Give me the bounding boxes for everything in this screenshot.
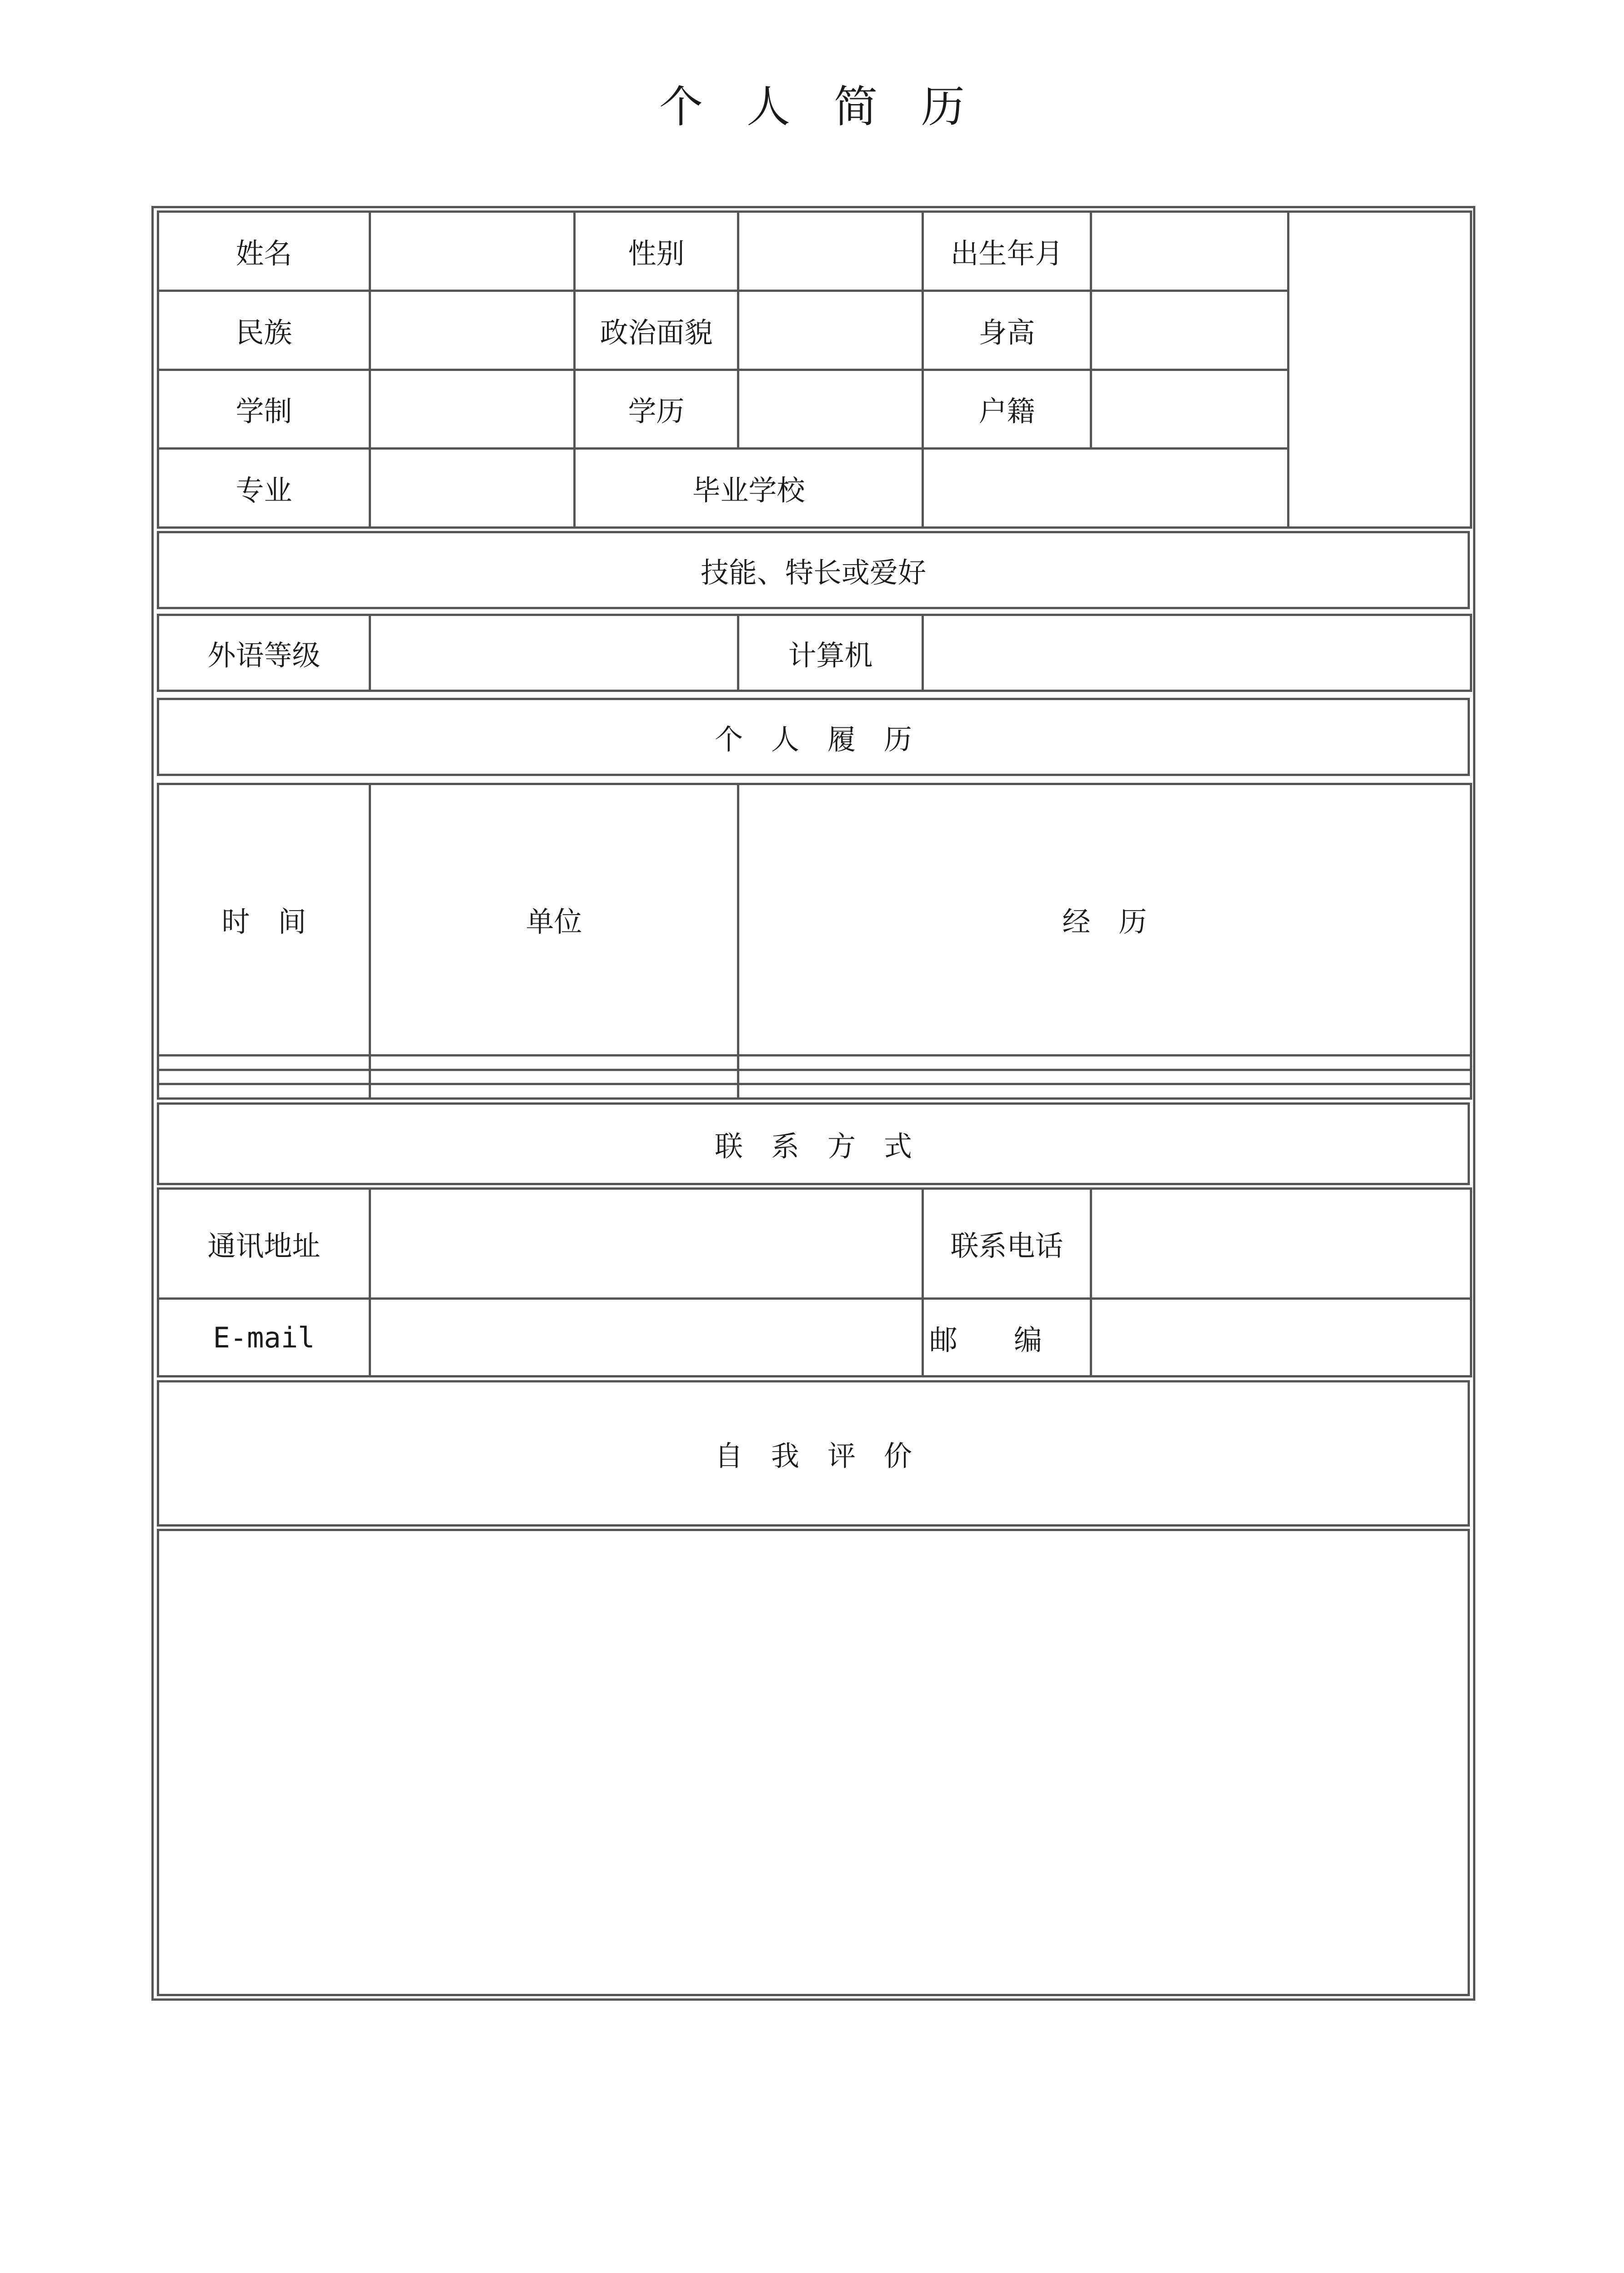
gender-field[interactable] <box>738 212 923 291</box>
height-field[interactable] <box>1091 290 1288 370</box>
education-field[interactable] <box>738 370 923 449</box>
experience-field[interactable] <box>738 1070 1471 1084</box>
email-field[interactable] <box>370 1299 923 1377</box>
schooling-label: 学制 <box>158 370 370 449</box>
experience-field[interactable] <box>738 1055 1471 1070</box>
address-field[interactable] <box>370 1189 923 1299</box>
photo-box[interactable] <box>1288 212 1471 528</box>
skills-heading-section <box>157 531 1470 609</box>
contact-section <box>157 1187 1470 1377</box>
self-eval-heading-section <box>157 1380 1470 1527</box>
ethnicity-label: 民族 <box>158 290 370 370</box>
ethnicity-field[interactable] <box>370 290 575 370</box>
table-row <box>158 1070 1471 1084</box>
school-label: 毕业学校 <box>575 449 923 528</box>
unit-field[interactable] <box>370 1084 738 1099</box>
experience-field[interactable] <box>738 1084 1471 1099</box>
self-eval-field[interactable] <box>158 1530 1469 1995</box>
postcode-field[interactable] <box>1091 1299 1471 1377</box>
education-label: 学历 <box>575 370 738 449</box>
political-field[interactable] <box>738 290 923 370</box>
table-row <box>158 1055 1471 1070</box>
resume-heading-section <box>157 698 1470 776</box>
email-label: E-mail <box>158 1299 370 1377</box>
gender-label: 性别 <box>575 212 738 291</box>
page-title: 个 人 简 历 <box>659 81 965 132</box>
time-field[interactable] <box>158 1055 370 1070</box>
language-label: 外语等级 <box>158 615 370 691</box>
schooling-field[interactable] <box>370 370 575 449</box>
resume-heading: 个 人 履 历 <box>158 699 1469 775</box>
political-label: 政治面貌 <box>575 290 738 370</box>
computer-field[interactable] <box>923 615 1471 691</box>
contact-heading: 联 系 方 式 <box>158 1104 1469 1184</box>
basic-info-section <box>157 210 1470 529</box>
unit-field[interactable] <box>370 1070 738 1084</box>
col-unit: 单位 <box>370 784 738 1056</box>
computer-label: 计算机 <box>738 615 923 691</box>
name-field[interactable] <box>370 212 575 291</box>
contact-heading-section <box>157 1102 1470 1185</box>
time-field[interactable] <box>158 1084 370 1099</box>
hukou-label: 户籍 <box>923 370 1091 449</box>
time-field[interactable] <box>158 1070 370 1084</box>
hukou-field[interactable] <box>1091 370 1288 449</box>
skills-section <box>157 614 1470 692</box>
major-field[interactable] <box>370 449 575 528</box>
resume-section <box>157 783 1470 1100</box>
self-eval-heading: 自 我 评 价 <box>158 1382 1469 1526</box>
skills-heading: 技能、特长或爱好 <box>158 532 1469 608</box>
table-row <box>158 1084 1471 1099</box>
phone-label: 联系电话 <box>923 1189 1091 1299</box>
address-label: 通讯地址 <box>158 1189 370 1299</box>
name-label: 姓名 <box>158 212 370 291</box>
self-eval-section <box>157 1529 1470 1996</box>
major-label: 专业 <box>158 449 370 528</box>
col-experience: 经 历 <box>738 784 1471 1056</box>
birth-field[interactable] <box>1091 212 1288 291</box>
birth-label: 出生年月 <box>923 212 1091 291</box>
col-time: 时 间 <box>158 784 370 1056</box>
school-field[interactable] <box>923 449 1288 528</box>
phone-field[interactable] <box>1091 1189 1471 1299</box>
language-field[interactable] <box>370 615 738 691</box>
postcode-label: 邮 编 <box>923 1299 1091 1377</box>
unit-field[interactable] <box>370 1055 738 1070</box>
height-label: 身高 <box>923 290 1091 370</box>
